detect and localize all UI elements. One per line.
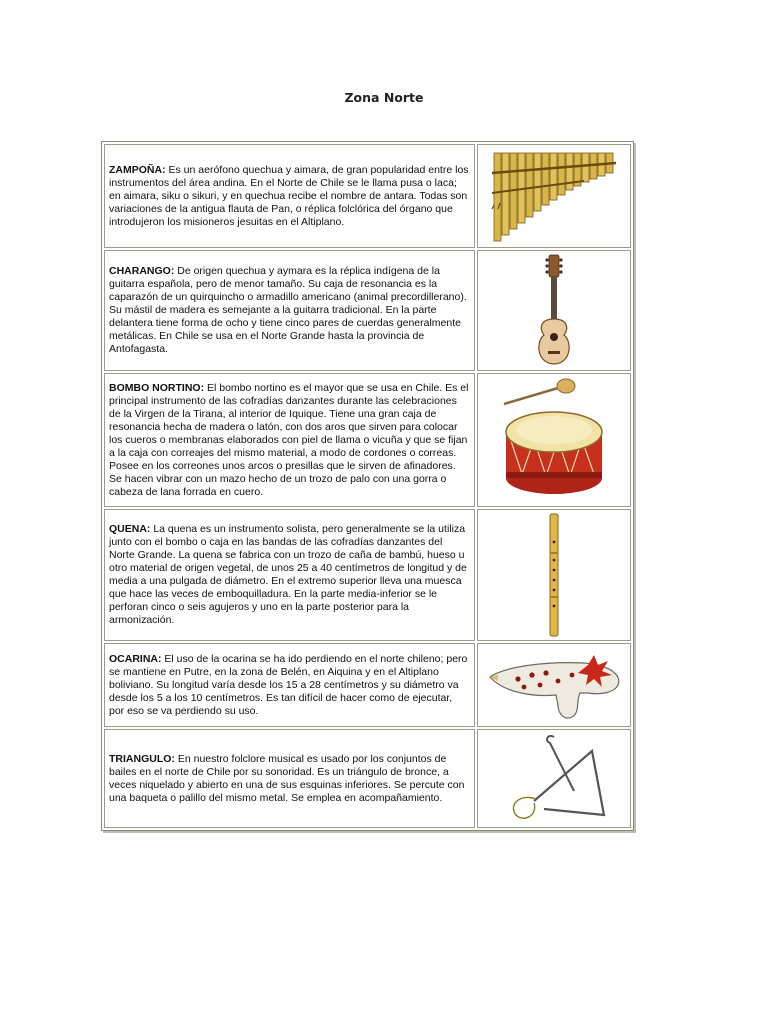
description-cell [104,373,475,507]
description-cell [104,643,475,727]
instruments-table [101,141,634,831]
instrument-name: QUENA: [109,523,151,535]
instrument-description: De origen quechua y aymara es la réplica indígena de la guitarra española, pero de menor tamaño. Su caja de resonancia es la caparazón de un quirquincho o armadillo americano (animal precordillerano). Su mástil de madera es semejante a la guitarra tradicional. En la parte delantera tiene forma de ocho y tiene cinco pares de cuerdas generalmente metálicas. En Chile se usa en el Norte Grande hasta la provincia de Antofagasta. [109,265,467,355]
page-title: Zona Norte [344,90,424,105]
table-row [104,373,631,507]
image-cell [477,643,631,727]
table-row [104,509,631,641]
image-cell [477,144,631,248]
table-row [104,643,631,727]
instrument-name: BOMBO NORTINO: [109,381,205,394]
instrument-description: El uso de la ocarina se ha ido perdiendo en el norte chileno; pero se mantiene en Putre, en la zona de Belén, en Aiquina y en el Altiplano boliviano. Su longitud varía desde los 15 a 28 centímetros y su diámetro va desde los 5 a los 10 centímetros. Es tan difícil de hacer como de ejecutar, por eso se va perdiendo su uso. [109,652,468,717]
image-cell [477,729,631,828]
table-row [104,144,631,248]
instrument-description: En nuestro folclore musical es usado por los conjuntos de bailes en el norte de Chile por su sonoridad. Es un triángulo de bronce, a veces niquelado y abierto en una de sus esquinas inferiores. Se percute con una baqueta o palillo del mismo metal. Se emplea en acompañamiento. [109,752,465,804]
instrument-name: OCARINA: [109,652,162,665]
description-cell [104,509,475,641]
ocarina-icon [484,647,624,723]
zampona-icon [484,147,624,245]
image-cell [477,373,631,507]
image-cell [477,509,631,641]
description-cell [104,729,475,828]
description-cell [104,250,475,371]
instrument-name: ZAMPOÑA: [109,163,166,176]
table-row [104,250,631,371]
instrument-description: El bombo nortino es el mayor que se usa en Chile. Es el principal instrumento de las cofradías danzantes durante las celebraciones de la Virgen de la Tirana, al interior de Iquique. Tiene una gran caja de resonancia hecha de madera o latón, con dos aros que sirven para colocar los cueros o membranas elaborados con piel de llama o vicuña y que se fijan a la caja con correajes del mismo material, a modo de cordones o correas. Posee en los correones unos arcos o presillas que le sirven de afinadores. Se hacen vibrar con un mazo hecho de un trozo de palo con una gorra o cabeza de lana forrada en cuero. [109,381,469,498]
instrument-name: CHARANGO: [109,265,175,277]
triangulo-icon [494,731,614,827]
image-cell [477,250,631,371]
bombo-icon [494,376,614,504]
instrument-description: La quena es un instrumento solista, pero generalmente se la utiliza junto con el bombo o caja en las bandas de las cofradías danzantes del Norte Grande. La quena se fabrica con un trozo de caña de bambú, hueso u otro material de origen vegetal, de unos 25 a 40 centímetros de longitud y de media a una pulgada de diámetro. En el extremo superior lleva una muesca que hace las veces de emboquilladura. En la parte media-inferior se le perforan cinco o seis agujeros y uno en la parte posterior para la armonización. [109,523,467,626]
quena-icon [544,512,564,638]
instrument-name: TRIANGULO: [109,752,175,765]
charango-icon [524,253,584,369]
table-row [104,729,631,828]
description-cell [104,144,475,248]
instrument-description: Es un aerófono quechua y aimara, de gran popularidad entre los instrumentos del área andina. En el Norte de Chile se le llama pusa o laca; en aimara, siku o sikuri, y en quechua recibe el nombre de antara. Todas son variaciones de la antigua flauta de Pan, o réplica folclórica del órgano que introdujeron los misioneros jesuitas en el Altiplano. [109,163,469,228]
